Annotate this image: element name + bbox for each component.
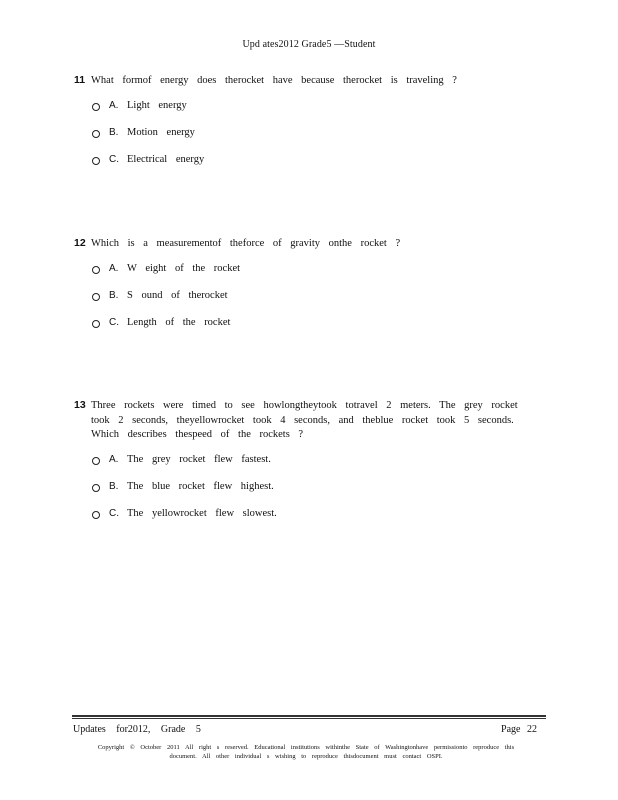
question-12 [74, 237, 534, 344]
page-header: Upd ates2012 Grade5 —Student [242, 39, 376, 50]
radio-bubble-icon[interactable] [92, 511, 100, 519]
option-letter: C. [109, 316, 119, 328]
copyright-notice: Copyright © October 2011 All right s reserved. Educational institutions withinthe State of Washingtonhave permissionto reproduce this document. All other individual s wishing to reproduce thisdocument must contact OSPI. [97, 744, 515, 760]
option-letter: C. [109, 507, 119, 519]
option-letter: C. [109, 153, 119, 165]
option-text: The grey rocket flew fastest. [127, 453, 271, 465]
option-letter: B. [109, 480, 119, 492]
option-text: The yellowrocket flew slowest. [127, 507, 277, 519]
question-text: Three rockets were timed to see howlongtheytook totravel 2 meters. The grey rocket took 2 seconds, theyellowrocket took 4 seconds, and theblue rocket took 5 seconds. Which describes thespeed of the rockets ? [91, 400, 518, 440]
page-number: Page 22 [501, 724, 537, 735]
question-number: 12 [74, 237, 86, 249]
footer-divider [72, 715, 546, 719]
question-number: 13 [74, 399, 86, 411]
option-text: Electrical energy [127, 153, 205, 165]
option-text: Length of the rocket [127, 316, 231, 328]
radio-bubble-icon[interactable] [92, 130, 100, 138]
answer-options [74, 454, 534, 535]
option-text: S ound of therocket [127, 289, 228, 301]
question-number: 11 [74, 74, 86, 86]
answer-options [74, 263, 534, 344]
option-text: Light energy [127, 99, 187, 111]
option-letter: B. [109, 289, 119, 301]
option-b[interactable] [74, 290, 534, 317]
option-text: The blue rocket flew highest. [127, 480, 274, 492]
option-a[interactable] [74, 454, 534, 481]
radio-bubble-icon[interactable] [92, 103, 100, 111]
footer-title: Updates for2012, Grade 5 [73, 724, 201, 735]
option-text: W eight of the rocket [127, 262, 241, 274]
option-text: Motion energy [127, 126, 195, 138]
option-a[interactable] [74, 263, 534, 290]
option-letter: A. [109, 99, 119, 111]
option-c[interactable] [74, 508, 534, 535]
option-letter: A. [109, 262, 119, 274]
option-c[interactable] [74, 154, 534, 181]
question-13 [74, 399, 534, 535]
option-b[interactable] [74, 127, 534, 154]
question-11 [74, 74, 534, 181]
radio-bubble-icon[interactable] [92, 320, 100, 328]
radio-bubble-icon[interactable] [92, 293, 100, 301]
radio-bubble-icon[interactable] [92, 266, 100, 274]
radio-bubble-icon[interactable] [92, 157, 100, 165]
question-text: Which is a measurementof theforce of gravity onthe rocket ? [91, 238, 401, 249]
option-letter: A. [109, 453, 119, 465]
answer-options [74, 100, 534, 181]
question-text: What formof energy does therocket have because therocket is traveling ? [91, 75, 457, 86]
radio-bubble-icon[interactable] [92, 457, 100, 465]
radio-bubble-icon[interactable] [92, 484, 100, 492]
option-letter: B. [109, 126, 119, 138]
option-a[interactable] [74, 100, 534, 127]
option-c[interactable] [74, 317, 534, 344]
option-b[interactable] [74, 481, 534, 508]
